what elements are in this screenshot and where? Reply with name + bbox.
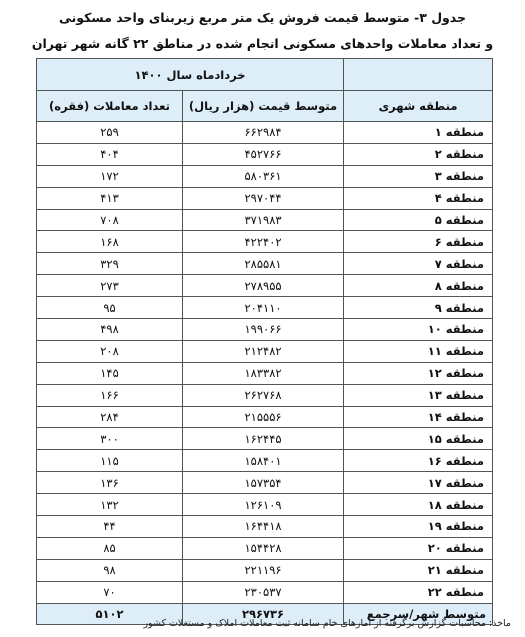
price-cell: ۱۶۲۴۴۵ (183, 428, 344, 450)
price-cell: ۱۵۸۴۰۱ (183, 450, 344, 472)
price-cell: ۲۰۴۱۱۰ (183, 297, 344, 319)
table-row (37, 143, 493, 165)
count-cell: ۱۳۶ (37, 472, 183, 494)
district-column-header: منطقه شهری (344, 91, 493, 122)
price-cell: ۳۷۱۹۸۳ (183, 209, 344, 231)
price-column-header: متوسط قیمت (هزار ریال) (183, 91, 344, 122)
price-cell: ۲۱۲۴۸۲ (183, 340, 344, 362)
count-cell: ۷۰۸ (37, 209, 183, 231)
price-cell: ۵۸۰۳۶۱ (183, 165, 344, 187)
district-cell: منطقه ۴ (344, 187, 493, 209)
district-cell: منطقه ۱ (344, 122, 493, 144)
table-row (37, 231, 493, 253)
table-row (37, 275, 493, 297)
count-cell: ۱۴۵ (37, 362, 183, 384)
header-blank-cell (344, 59, 493, 91)
district-cell: منطقه ۳ (344, 165, 493, 187)
count-cell: ۴۰۴ (37, 143, 183, 165)
count-cell: ۲۸۴ (37, 406, 183, 428)
table-row (37, 516, 493, 538)
count-cell: ۴۱۳ (37, 187, 183, 209)
price-cell: ۲۷۸۹۵۵ (183, 275, 344, 297)
table-row (37, 581, 493, 603)
count-cell: ۱۶۶ (37, 384, 183, 406)
price-cell: ۱۲۶۱۰۹ (183, 494, 344, 516)
count-cell: ۴۹۸ (37, 319, 183, 341)
price-cell: ۱۸۳۳۸۲ (183, 362, 344, 384)
header-row-columns (37, 91, 493, 122)
district-cell: منطقه ۱۷ (344, 472, 493, 494)
district-cell: منطقه ۲۱ (344, 559, 493, 581)
count-cell: ۱۶۸ (37, 231, 183, 253)
table-row (37, 319, 493, 341)
table-subtitle: و تعداد معاملات واحدهای مسکونی انجام شده در مناطق ۲۲ گانه شهر تهران (31, 36, 494, 51)
table-row (37, 472, 493, 494)
count-cell: ۱۷۲ (37, 165, 183, 187)
total-count-cell: ۵۱۰۲ (37, 603, 183, 624)
count-cell: ۲۰۸ (37, 340, 183, 362)
table-row (37, 297, 493, 319)
district-cell: منطقه ۱۱ (344, 340, 493, 362)
table-row (37, 122, 493, 144)
count-cell: ۳۲۹ (37, 253, 183, 275)
district-cell: منطقه ۲۰ (344, 537, 493, 559)
table-row (37, 253, 493, 275)
count-cell: ۲۵۹ (37, 122, 183, 144)
table-row (37, 187, 493, 209)
price-table (36, 58, 493, 625)
price-cell: ۲۳۰۵۳۷ (183, 581, 344, 603)
table-row (37, 209, 493, 231)
district-cell: منطقه ۱۶ (344, 450, 493, 472)
table-title: جدول ۳- متوسط قیمت فروش یک متر مربع زیربنای واحد مسکونی (58, 10, 467, 25)
total-district-cell: متوسط شهر/سرجمع (344, 603, 493, 624)
price-cell: ۶۶۲۹۸۴ (183, 122, 344, 144)
price-cell: ۱۹۹۰۶۶ (183, 319, 344, 341)
count-cell: ۷۰ (37, 581, 183, 603)
price-cell: ۱۵۷۳۵۴ (183, 472, 344, 494)
district-cell: منطقه ۶ (344, 231, 493, 253)
count-cell: ۱۳۲ (37, 494, 183, 516)
district-cell: منطقه ۵ (344, 209, 493, 231)
district-cell: منطقه ۱۹ (344, 516, 493, 538)
period-header: خردادماه سال ۱۴۰۰ (37, 59, 344, 91)
district-cell: منطقه ۱۳ (344, 384, 493, 406)
district-cell: منطقه ۱۰ (344, 319, 493, 341)
table-row (37, 494, 493, 516)
price-cell: ۲۲۱۱۹۶ (183, 559, 344, 581)
price-cell: ۴۵۲۷۶۶ (183, 143, 344, 165)
count-cell: ۸۵ (37, 537, 183, 559)
district-cell: منطقه ۲۲ (344, 581, 493, 603)
count-cell: ۲۷۳ (37, 275, 183, 297)
table-row (37, 362, 493, 384)
table-row (37, 165, 493, 187)
count-cell: ۱۱۵ (37, 450, 183, 472)
price-cell: ۴۲۲۴۰۲ (183, 231, 344, 253)
district-cell: منطقه ۹ (344, 297, 493, 319)
district-cell: منطقه ۱۲ (344, 362, 493, 384)
source-note: ماخذ: محاسبات گزارش برگرفته از آمارهای خام سامانه ثبت معاملات املاک و مستغلات کشور (143, 618, 511, 629)
price-cell: ۲۹۷۰۴۴ (183, 187, 344, 209)
count-column-header: تعداد معاملات (فقره) (37, 91, 183, 122)
district-cell: منطقه ۷ (344, 253, 493, 275)
total-price-cell: ۲۹۶۷۳۶ (183, 603, 344, 624)
district-cell: منطقه ۱۵ (344, 428, 493, 450)
table-row (37, 384, 493, 406)
table-row (37, 406, 493, 428)
district-cell: منطقه ۸ (344, 275, 493, 297)
table-row (37, 537, 493, 559)
table-row (37, 428, 493, 450)
count-cell: ۳۰۰ (37, 428, 183, 450)
price-cell: ۲۸۵۵۸۱ (183, 253, 344, 275)
price-cell: ۲۱۵۵۵۶ (183, 406, 344, 428)
table-row (37, 559, 493, 581)
price-cell: ۱۵۴۴۲۸ (183, 537, 344, 559)
table-row (37, 340, 493, 362)
count-cell: ۹۵ (37, 297, 183, 319)
count-cell: ۴۴ (37, 516, 183, 538)
count-cell: ۹۸ (37, 559, 183, 581)
district-cell: منطقه ۲ (344, 143, 493, 165)
header-row-period (37, 59, 493, 91)
table-row (37, 450, 493, 472)
district-cell: منطقه ۱۴ (344, 406, 493, 428)
district-cell: منطقه ۱۸ (344, 494, 493, 516)
price-cell: ۲۶۲۷۶۸ (183, 384, 344, 406)
price-cell: ۱۶۴۴۱۸ (183, 516, 344, 538)
